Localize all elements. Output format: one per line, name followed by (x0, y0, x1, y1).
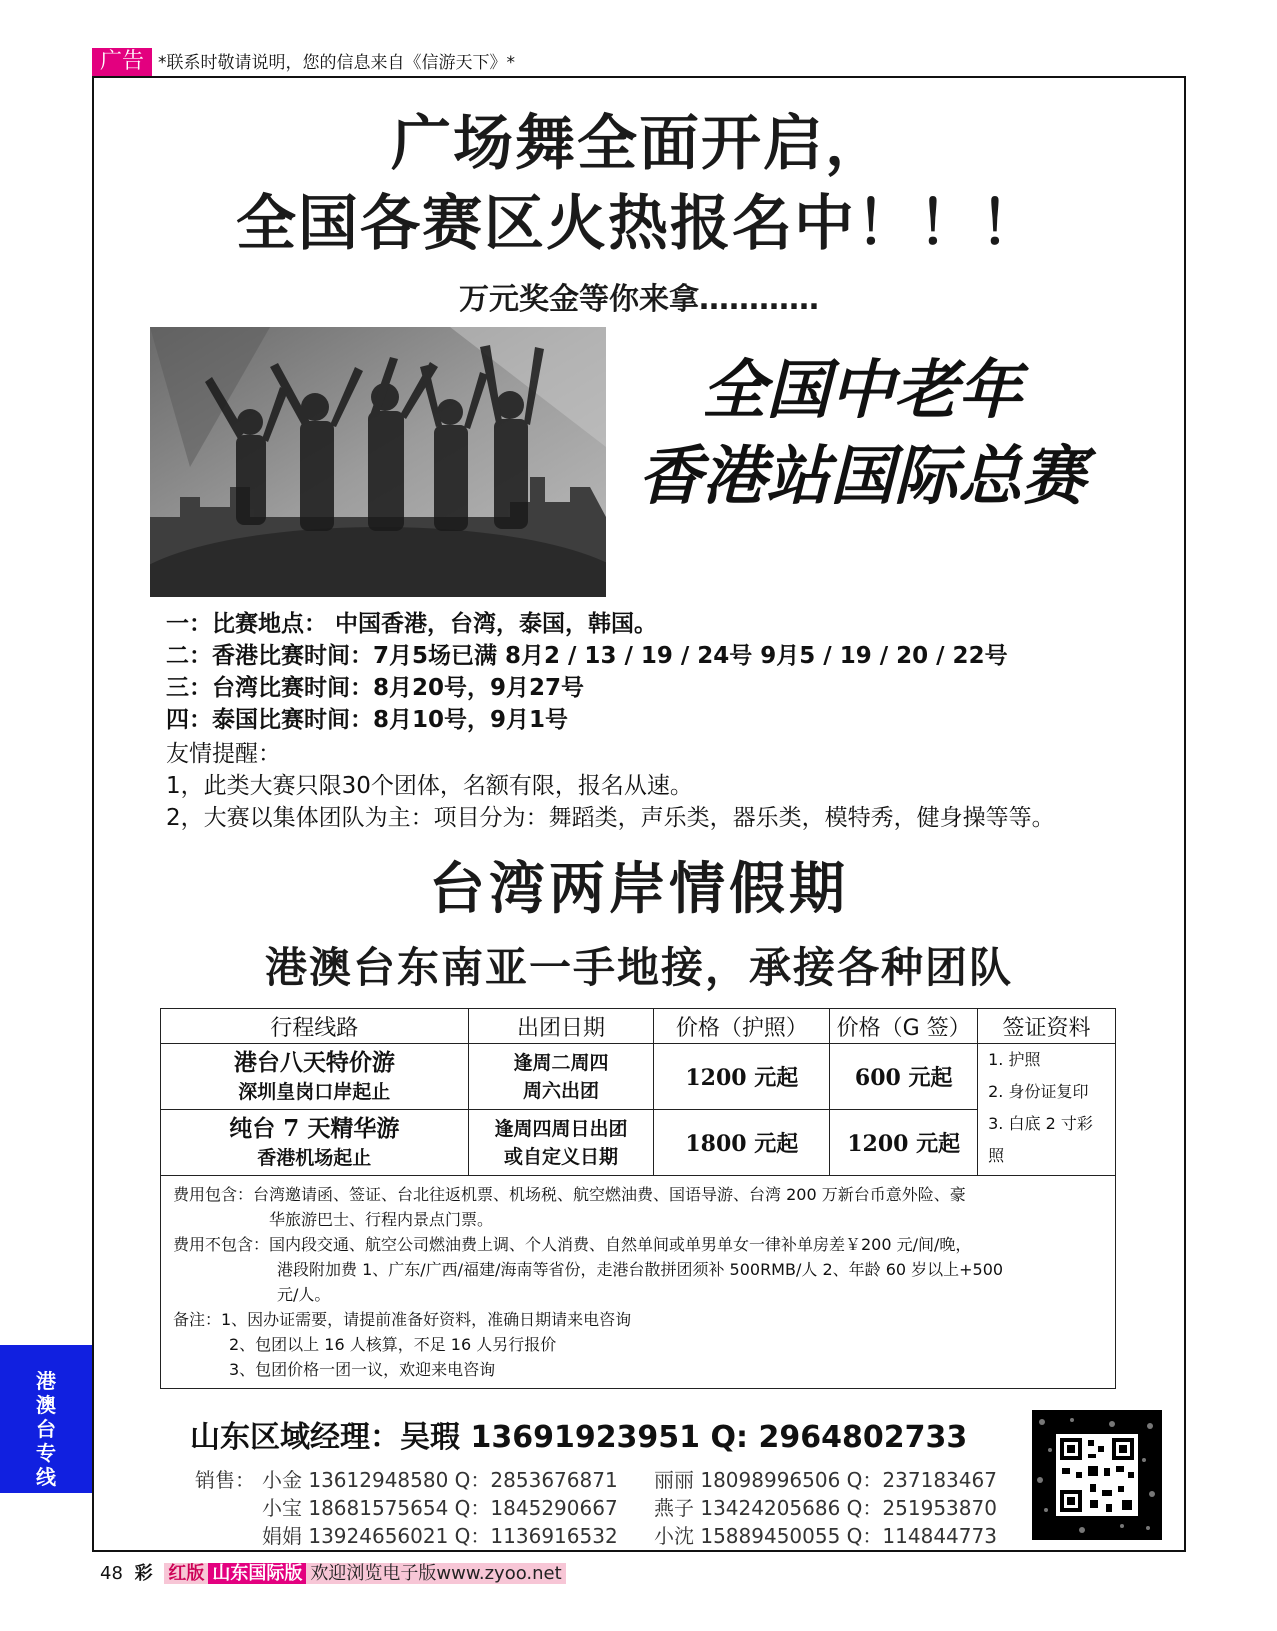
info-hk-dates: 二：香港比赛时间：7月5场已满 8月2 / 13 / 19 / 24号 9月5 / 19 / 20 / 22号 (166, 643, 1008, 669)
headline-2: 全国各赛区火热报名中！！！ (236, 189, 1042, 259)
info-th-dates: 四：泰国比赛时间：8月10号，9月1号 (166, 707, 569, 733)
prize-line: 万元奖金等你来拿………… (459, 282, 819, 317)
info-reminder-title: 友情提醒： (166, 741, 281, 767)
table-row (161, 1110, 1116, 1176)
header-visa: 签证资料 (978, 1009, 1116, 1044)
sales-contact: 燕子 13424205686 Q：251953870 (654, 1496, 997, 1520)
sales-contact: 丽丽 18098996506 Q：237183467 (654, 1468, 997, 1492)
source-notice: *联系时敬请说明，您的信息来自《信游天下》* (158, 53, 515, 73)
fee-included-cont: 华旅游巴士、行程内景点门票。 (269, 1210, 494, 1229)
price-g: 600 元起 (830, 1044, 978, 1110)
info-location: 一：比赛地点： 中国香港，台湾，泰国，韩国。 (166, 611, 658, 637)
page-footer (100, 1560, 566, 1588)
date-cell (468, 1110, 654, 1176)
remark: 2、包团以上 16 人核算，不足 16 人另行报价 (229, 1335, 557, 1354)
website-link[interactable]: 欢迎浏览电子版www.zyoo.net (306, 1563, 565, 1584)
red-edition-label: 红版 (164, 1563, 208, 1584)
regional-manager: 山东区域经理：吴瑕 13691923951 Q: 2964802733 (190, 1420, 968, 1455)
info-reminder-2: 2，大赛以集体团队为主：项目分为：舞蹈类，声乐类，器乐类，模特秀，健身操等等。 (166, 805, 1055, 831)
route-sub: 深圳皇岗口岸起止 (238, 1080, 391, 1103)
calligraphy-line-1: 全国中老年 (702, 353, 1022, 428)
page-number: 48 (100, 1563, 123, 1584)
ad-tag: 广告 (92, 48, 152, 76)
taiwan-title: 台湾两岸情假期 (429, 857, 849, 922)
header-price-g: 价格（G 签） (830, 1009, 978, 1044)
route-name: 港台八天特价游 (233, 1048, 395, 1076)
route-cell (161, 1110, 469, 1176)
sales-contact: 小金 13612948580 Q：2853676871 (262, 1468, 618, 1492)
date-line: 逢周四周日出团 (494, 1117, 628, 1140)
sales-contact: 娟娟 13924656021 Q：1136916532 (262, 1524, 618, 1548)
sales-label: 销售： (195, 1468, 255, 1492)
remark: 3、包团价格一团一议，欢迎来电咨询 (229, 1360, 496, 1379)
remark: 备注：1、因办证需要，请提前准备好资料，准确日期请来电咨询 (173, 1310, 632, 1329)
edition-label: 山东国际版 (208, 1563, 306, 1584)
route-cell (161, 1044, 469, 1110)
calligraphy-line-2: 香港站国际总赛 (638, 439, 1086, 514)
visa-item: 照 (988, 1146, 1005, 1165)
dancers-photo (150, 327, 606, 597)
sales-contact: 小沈 15889450055 Q：114844773 (654, 1524, 997, 1548)
date-line: 或自定义日期 (504, 1145, 619, 1168)
side-tab (0, 1345, 92, 1493)
header-route: 行程线路 (161, 1009, 469, 1044)
info-reminder-1: 1，此类大赛只限30个团体，名额有限，报名从速。 (166, 773, 693, 799)
fee-excluded-cont: 元/人。 (277, 1285, 331, 1304)
date-line: 逢周二周四 (513, 1051, 609, 1074)
table-row (161, 1044, 1116, 1110)
tour-table (160, 1008, 1116, 1389)
header-price-passport: 价格（护照） (654, 1009, 830, 1044)
visa-cell (978, 1044, 1116, 1176)
headline-1: 广场舞全面开启， (391, 109, 887, 179)
fee-included: 费用包含：台湾邀请函、签证、台北往返机票、机场税、航空燃油费、国语导游、台湾 200 万新台币意外险、豪 (173, 1185, 966, 1204)
sales-contact: 小宝 18681575654 Q：1845290667 (262, 1496, 618, 1520)
notes-row (161, 1176, 1116, 1389)
qr-code (1032, 1410, 1162, 1540)
header-date: 出团日期 (468, 1009, 654, 1044)
date-cell (468, 1044, 654, 1110)
fee-excluded-cont: 港段附加费 1、广东/广西/福建/海南等省份，走港台散拼团须补 500RMB/人 2、年龄 60 岁以上+500 (277, 1260, 1004, 1279)
notes-cell (161, 1176, 1116, 1389)
route-sub: 香港机场起止 (257, 1146, 372, 1169)
date-line: 周六出团 (523, 1079, 600, 1102)
visa-item: 2. 身份证复印 (988, 1082, 1089, 1101)
price-passport: 1800 元起 (654, 1110, 830, 1176)
visa-item: 3. 白底 2 寸彩 (988, 1114, 1093, 1133)
price-g: 1200 元起 (830, 1110, 978, 1176)
color-label: 彩 (134, 1563, 153, 1584)
visa-item: 1. 护照 (988, 1050, 1041, 1069)
side-tab-label: 港澳台专线 (36, 1369, 56, 1489)
fee-excluded: 费用不包含：国内段交通、航空公司燃油费上调、个人消费、自然单间或单男单女一律补单房差￥200 元/间/晚， (173, 1235, 972, 1254)
taiwan-subtitle: 港澳台东南亚一手地接，承接各种团队 (264, 943, 1013, 992)
info-tw-dates: 三：台湾比赛时间：8月20号，9月27号 (166, 675, 585, 701)
route-name: 纯台 7 天精华游 (229, 1114, 400, 1142)
table-header-row (161, 1009, 1116, 1044)
calligraphy-title (612, 348, 1112, 520)
price-passport: 1200 元起 (654, 1044, 830, 1110)
